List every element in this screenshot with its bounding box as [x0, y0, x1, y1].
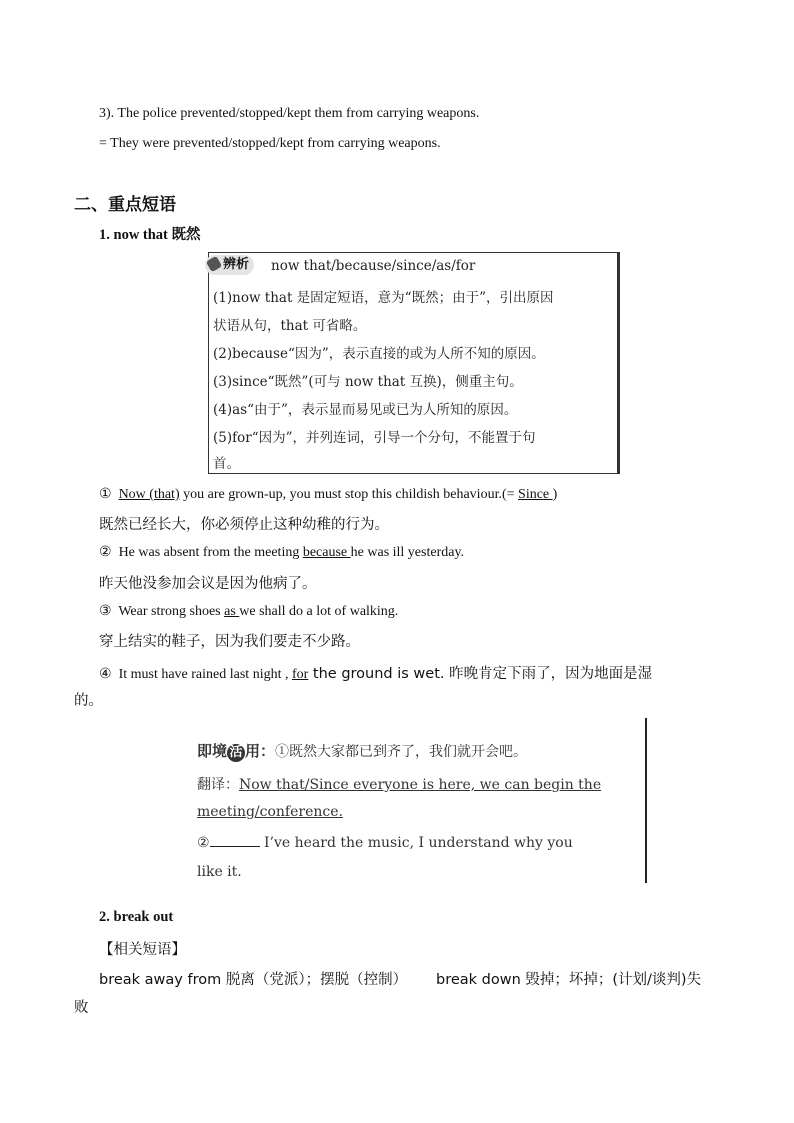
related-phrase-1: break away from 脱离（党派）；摆脱（控制） [99, 972, 408, 988]
practice-question-2-cont: like it. [197, 864, 242, 880]
analysis-line: (1)now that 是固定短语，意为“既然；由于”，引出原因 [213, 290, 554, 306]
analysis-line: (4)as“由于”，表示显而易见或已为人所知的原因。 [213, 402, 518, 418]
phrase-2-title: 2. break out [99, 909, 174, 925]
related-phrase-2: break down 毁掉；坏掉；(计划/谈判)失 [436, 972, 702, 988]
phrase-1-title: 1. now that 既然 [99, 227, 201, 243]
related-phrase-2-cont: 败 [74, 1000, 89, 1016]
analysis-line: (2)because“因为”，表示直接的或为人所不知的原因。 [213, 346, 545, 362]
sentence-3-passive: = They were prevented/stopped/kept from carrying weapons. [99, 136, 441, 151]
analysis-box [208, 252, 620, 474]
analysis-header: now that/because/since/as/for [271, 258, 476, 274]
practice-question-2: ② I’ve heard the music, I understand why you [197, 835, 573, 851]
analysis-line: 首。 [213, 456, 240, 472]
example-1-translation: 既然已经长大，你必须停止这种幼稚的行为。 [99, 517, 389, 533]
related-phrases-label: 【相关短语】 [99, 942, 186, 958]
example-1: ① Now (that) you are grown-up, you must stop this childish behaviour.(= Since ) [99, 487, 558, 502]
practice-translation: 翻译：Now that/Since everyone is here, we can begin the [197, 777, 602, 793]
example-4: ④ It must have rained last night , for the ground is wet. 昨晚肯定下雨了，因为地面是湿 [99, 666, 653, 682]
practice-badge: 即境 活 用： [197, 742, 276, 760]
example-3: ③ Wear strong shoes as we shall do a lot of walking. [99, 604, 399, 619]
sentence-3: 3). The police prevented/stopped/kept them from carrying weapons. [99, 106, 480, 121]
answer-blank[interactable] [210, 846, 260, 847]
practice-question-1: 即境 活 用：①既然大家都已到齐了，我们就开会吧。 [197, 742, 528, 760]
analysis-line: 状语从句，that 可省略。 [213, 318, 367, 334]
analysis-badge: 辨析 [205, 255, 254, 275]
example-2: ② He was absent from the meeting because he was ill yesterday. [99, 545, 465, 560]
example-4-cont: 的。 [74, 693, 103, 709]
practice-box [195, 718, 647, 883]
example-2-translation: 昨天他没参加会议是因为他病了。 [99, 576, 317, 592]
practice-translation-cont: meeting/conference. [197, 804, 343, 820]
analysis-line: (3)since“既然”(可与 now that 互换)，侧重主句。 [213, 374, 523, 390]
section-title: 二、重点短语 [74, 195, 176, 215]
pen-icon [206, 256, 222, 272]
analysis-line: (5)for“因为”，并列连词，引导一个分句，不能置于句 [213, 430, 536, 446]
example-3-translation: 穿上结实的鞋子，因为我们要走不少路。 [99, 634, 360, 650]
